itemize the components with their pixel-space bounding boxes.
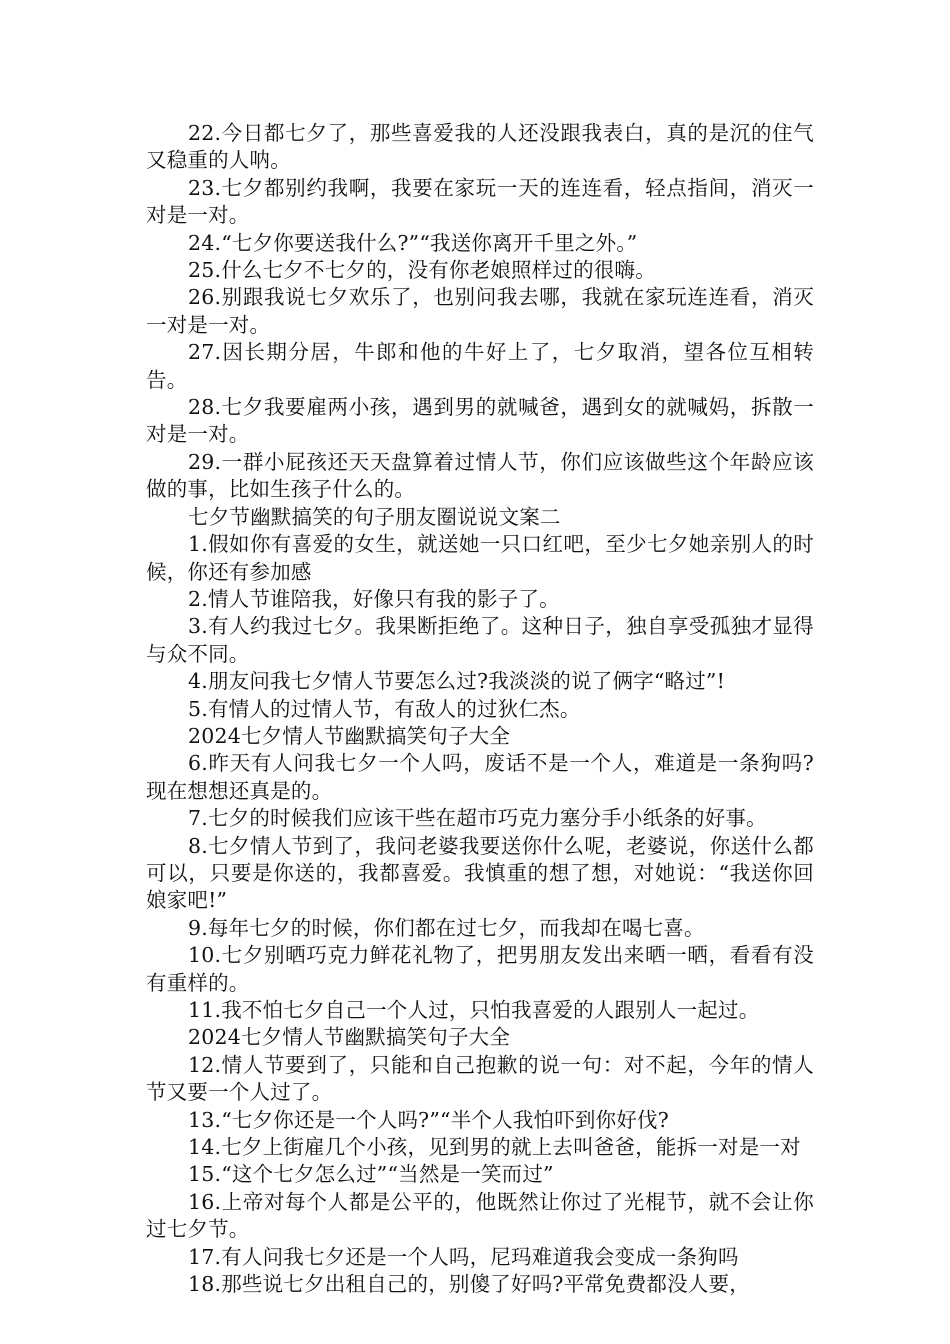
paragraph-28: 28.七夕我要雇两小孩，遇到男的就喊爸，遇到女的就喊妈，拆散一对是一对。 xyxy=(146,395,814,447)
paragraph-22: 22.今日都七夕了，那些喜爱我的人还没跟我表白，真的是沉的住气又稳重的人呐。 xyxy=(146,121,814,173)
paragraph-10: 10.七夕别晒巧克力鲜花礼物了，把男朋友发出来晒一晒，看看有没有重样的。 xyxy=(146,943,814,995)
paragraph-11: 11.我不怕七夕自己一个人过，只怕我喜爱的人跟别人一起过。 xyxy=(188,998,760,1022)
paragraph-12: 12.情人节要到了，只能和自己抱歉的说一句：对不起，今年的情人节又要一个人过了。 xyxy=(146,1052,814,1105)
section-heading: 2024七夕情人节幽默搞笑句子大全 xyxy=(188,1025,511,1050)
paragraph-3: 3.有人约我过七夕。我果断拒绝了。这种日子，独自享受孤独才显得与众不同。 xyxy=(146,614,814,666)
paragraph-5: 5.有情人的过情人节，有敌人的过狄仁杰。 xyxy=(188,696,581,721)
paragraph-17: 17.有人问我七夕还是一个人吗，尼玛难道我会变成一条狗吗 xyxy=(188,1244,739,1269)
paragraph-26: 26.别跟我说七夕欢乐了，也别问我去哪，我就在家玩连连看，消灭一对是一对。 xyxy=(146,285,814,337)
paragraph-14: 14.七夕上街雇几个小孩，见到男的就上去叫爸爸，能拆一对是一对 xyxy=(188,1135,801,1160)
paragraph-18: 18.那些说七夕出租自己的，别傻了好吗?平常免费都没人要， xyxy=(188,1272,750,1297)
paragraph-7: 7.七夕的时候我们应该干些在超市巧克力塞分手小纸条的好事。 xyxy=(188,806,767,831)
paragraph-13: 13.“七夕你还是一个人吗?”“半个人我怕吓到你好伐? xyxy=(188,1107,669,1132)
paragraph-25: 25.什么七夕不七夕的，没有你老娘照样过的很嗨。 xyxy=(188,258,656,283)
paragraph-9: 9.每年七夕的时候，你们都在过七夕，而我却在喝七喜。 xyxy=(188,915,705,940)
paragraph-2: 2.情人节谁陪我，好像只有我的影子了。 xyxy=(188,586,560,611)
paragraph-8: 8.七夕情人节到了，我问老婆我要送你什么呢，老婆说，你送什么都可以，只要是你送的，我都喜爱。我慎重的想了想，对她说：“我送你回娘家吧!” xyxy=(146,833,814,913)
paragraph-1: 1.假如你有喜爱的女生，就送她一只口红吧，至少七夕她亲别人的时候，你还有参加感 xyxy=(146,532,814,584)
paragraph-27: 27.因长期分居，牛郎和他的牛好上了，七夕取消，望各位互相转告。 xyxy=(146,340,814,392)
paragraph-16: 16.上帝对每个人都是公平的，他既然让你过了光棍节，就不会让你过七夕节。 xyxy=(146,1189,814,1242)
paragraph-23: 23.七夕都别约我啊，我要在家玩一天的连连看，轻点指间，消灭一对是一对。 xyxy=(146,175,814,228)
paragraph-15: 15.“这个七夕怎么过”“当然是一笑而过” xyxy=(188,1162,554,1187)
paragraph-24: 24.“七夕你要送我什么?”“我送你离开千里之外。” xyxy=(188,230,638,255)
paragraph-6: 6.昨天有人问我七夕一个人吗，废话不是一个人，难道是一条狗吗?现在想想还真是的。 xyxy=(146,751,814,803)
section-heading: 七夕节幽默搞笑的句子朋友圈说说文案二 xyxy=(188,504,561,529)
section-heading: 2024七夕情人节幽默搞笑句子大全 xyxy=(188,723,511,748)
document-body xyxy=(146,120,814,1298)
paragraph-4: 4.朋友问我七夕情人节要怎么过?我淡淡的说了俩字“略过”! xyxy=(188,669,726,694)
paragraph-29: 29.一群小屁孩还天天盘算着过情人节，你们应该做些这个年龄应该做的事，比如生孩子什么的。 xyxy=(146,449,814,502)
